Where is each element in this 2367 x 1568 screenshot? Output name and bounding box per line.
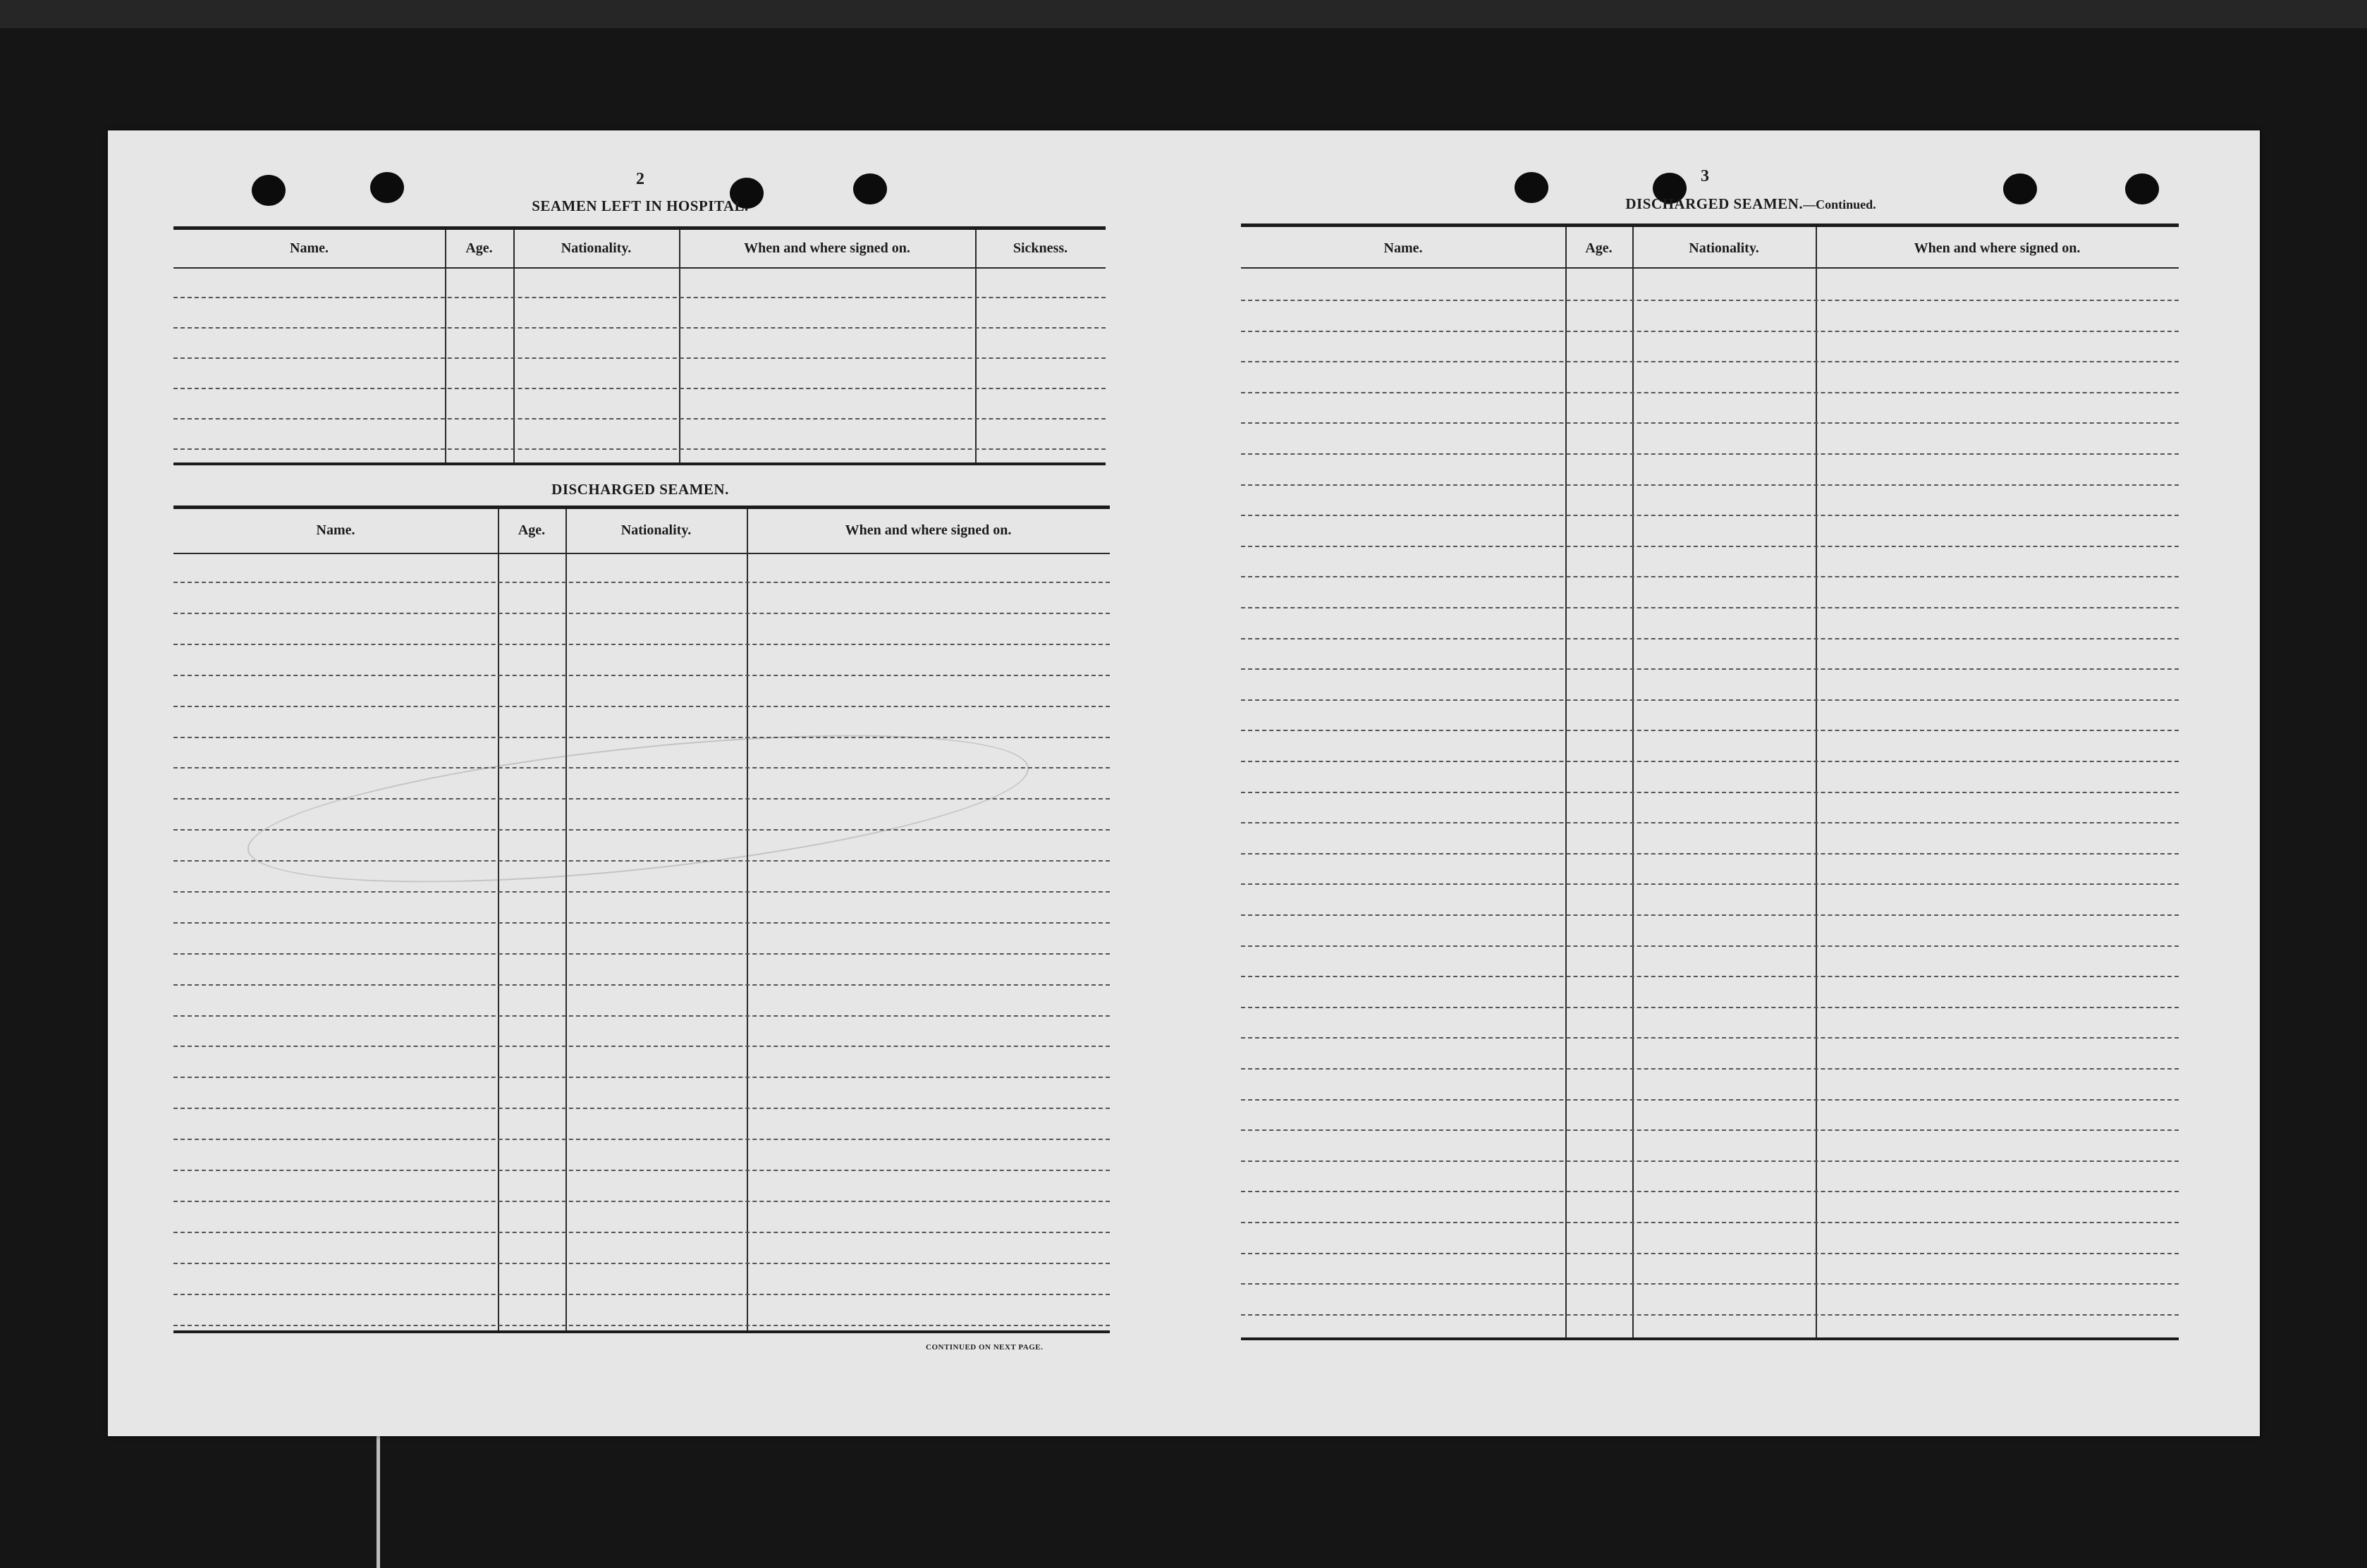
table-row (1241, 1007, 2179, 1008)
column-divider (498, 509, 499, 1330)
punch-hole (370, 172, 404, 203)
continued-footnote: CONTINUED ON NEXT PAGE. (926, 1343, 1044, 1352)
continued-suffix: —Continued. (1803, 197, 1876, 212)
film-scratch (377, 1431, 380, 1568)
punch-hole (2003, 173, 2037, 204)
punch-hole (2125, 173, 2159, 204)
punch-hole (252, 175, 286, 206)
table-row (173, 706, 1110, 707)
column-header-nationality: Nationality. (561, 240, 632, 256)
table-top-rule (173, 506, 1110, 509)
table-row (173, 891, 1110, 893)
table-row (1241, 1129, 2179, 1131)
table-row (173, 644, 1110, 645)
column-header-name: Name. (290, 240, 329, 256)
table-row (173, 984, 1110, 986)
table-row (173, 675, 1110, 676)
table-row (1241, 1314, 2179, 1316)
column-header-sickness: Sickness. (1013, 240, 1068, 256)
table-row (173, 1170, 1110, 1171)
table-row (1241, 422, 2179, 424)
table-row (1241, 730, 2179, 731)
table-row (173, 1077, 1110, 1078)
table-row (1241, 1068, 2179, 1070)
table-row (1241, 484, 2179, 486)
table-row (1241, 945, 2179, 947)
table-row (1241, 1283, 2179, 1285)
table-row (1241, 792, 2179, 793)
table-row (173, 613, 1110, 614)
table-row (1241, 638, 2179, 639)
table-bottom-rule (1241, 1337, 2179, 1340)
punch-hole (1515, 172, 1548, 203)
table-row (173, 1046, 1110, 1047)
discharged-section-title: DISCHARGED SEAMEN. (551, 481, 729, 498)
header-underline (173, 267, 1106, 269)
column-header-nationality: Nationality. (1689, 240, 1759, 256)
table-row (173, 357, 1106, 359)
scanner-frame-top (0, 0, 2367, 28)
table-row (1241, 1099, 2179, 1101)
table-row (1241, 607, 2179, 608)
column-divider (445, 230, 446, 463)
column-header-nationality: Nationality. (620, 522, 692, 538)
column-divider (1632, 227, 1634, 1337)
page-number-right: 3 (1701, 167, 1709, 185)
table-row (173, 1201, 1110, 1202)
ledger-sheet (108, 130, 2260, 1436)
column-header-signed-on: When and where signed on. (845, 522, 1012, 538)
table-row (1241, 1191, 2179, 1192)
column-divider (975, 230, 977, 463)
table-row (1241, 822, 2179, 823)
table-row (1241, 699, 2179, 701)
table-row (173, 327, 1106, 329)
column-divider (679, 230, 680, 463)
discharged-table-right (1241, 223, 2179, 1345)
column-divider (1816, 227, 1817, 1337)
table-row (173, 1294, 1110, 1295)
table-row (1241, 883, 2179, 885)
column-divider (747, 509, 748, 1330)
page-number-left: 2 (636, 170, 644, 188)
table-row (1241, 361, 2179, 362)
table-row (1241, 761, 2179, 762)
table-row (1241, 515, 2179, 516)
table-row (173, 1263, 1110, 1264)
table-row (173, 737, 1110, 738)
table-row (1241, 976, 2179, 977)
discharged-continued-title (1625, 195, 1876, 213)
discharged-table-left (173, 506, 1110, 1337)
table-bottom-rule (173, 1330, 1110, 1333)
table-row (1241, 914, 2179, 916)
table-row (1241, 1253, 2179, 1254)
table-bottom-rule (173, 463, 1106, 465)
table-row (1241, 1160, 2179, 1162)
punch-hole (853, 173, 887, 204)
table-row (173, 582, 1110, 583)
table-row (1241, 300, 2179, 301)
table-row (1241, 1222, 2179, 1223)
table-row (173, 922, 1110, 924)
table-row (1241, 392, 2179, 393)
column-divider (1565, 227, 1567, 1337)
column-divider (565, 509, 567, 1330)
column-header-signed-on: When and where signed on. (744, 240, 910, 256)
table-row (173, 1139, 1110, 1140)
table-row (1241, 453, 2179, 455)
header-underline (173, 553, 1110, 554)
table-top-rule (173, 226, 1106, 230)
table-row (173, 448, 1106, 450)
discharged-continued-title-main: DISCHARGED SEAMEN. (1625, 195, 1804, 212)
column-header-age: Age. (1585, 240, 1613, 256)
table-row (173, 1015, 1110, 1017)
table-row (173, 953, 1110, 955)
table-row (1241, 546, 2179, 547)
table-row (1241, 331, 2179, 332)
table-row (1241, 1037, 2179, 1039)
table-row (173, 1108, 1110, 1109)
table-row (1241, 853, 2179, 855)
column-header-name: Name. (1383, 240, 1423, 256)
table-row (1241, 668, 2179, 670)
table-row (173, 418, 1106, 419)
table-row (1241, 576, 2179, 577)
hospital-table (173, 226, 1106, 470)
table-row (173, 1232, 1110, 1233)
column-divider (513, 230, 515, 463)
column-header-signed-on: When and where signed on. (1914, 240, 2081, 256)
table-row (173, 388, 1106, 389)
hospital-section-title: SEAMEN LEFT IN HOSPITAL. (532, 197, 749, 214)
column-header-age: Age. (465, 240, 493, 256)
column-header-name: Name. (316, 522, 355, 538)
header-underline (1241, 267, 2179, 269)
column-header-age: Age. (518, 522, 546, 538)
table-row (173, 297, 1106, 298)
table-top-rule (1241, 223, 2179, 227)
table-row (173, 1325, 1110, 1326)
